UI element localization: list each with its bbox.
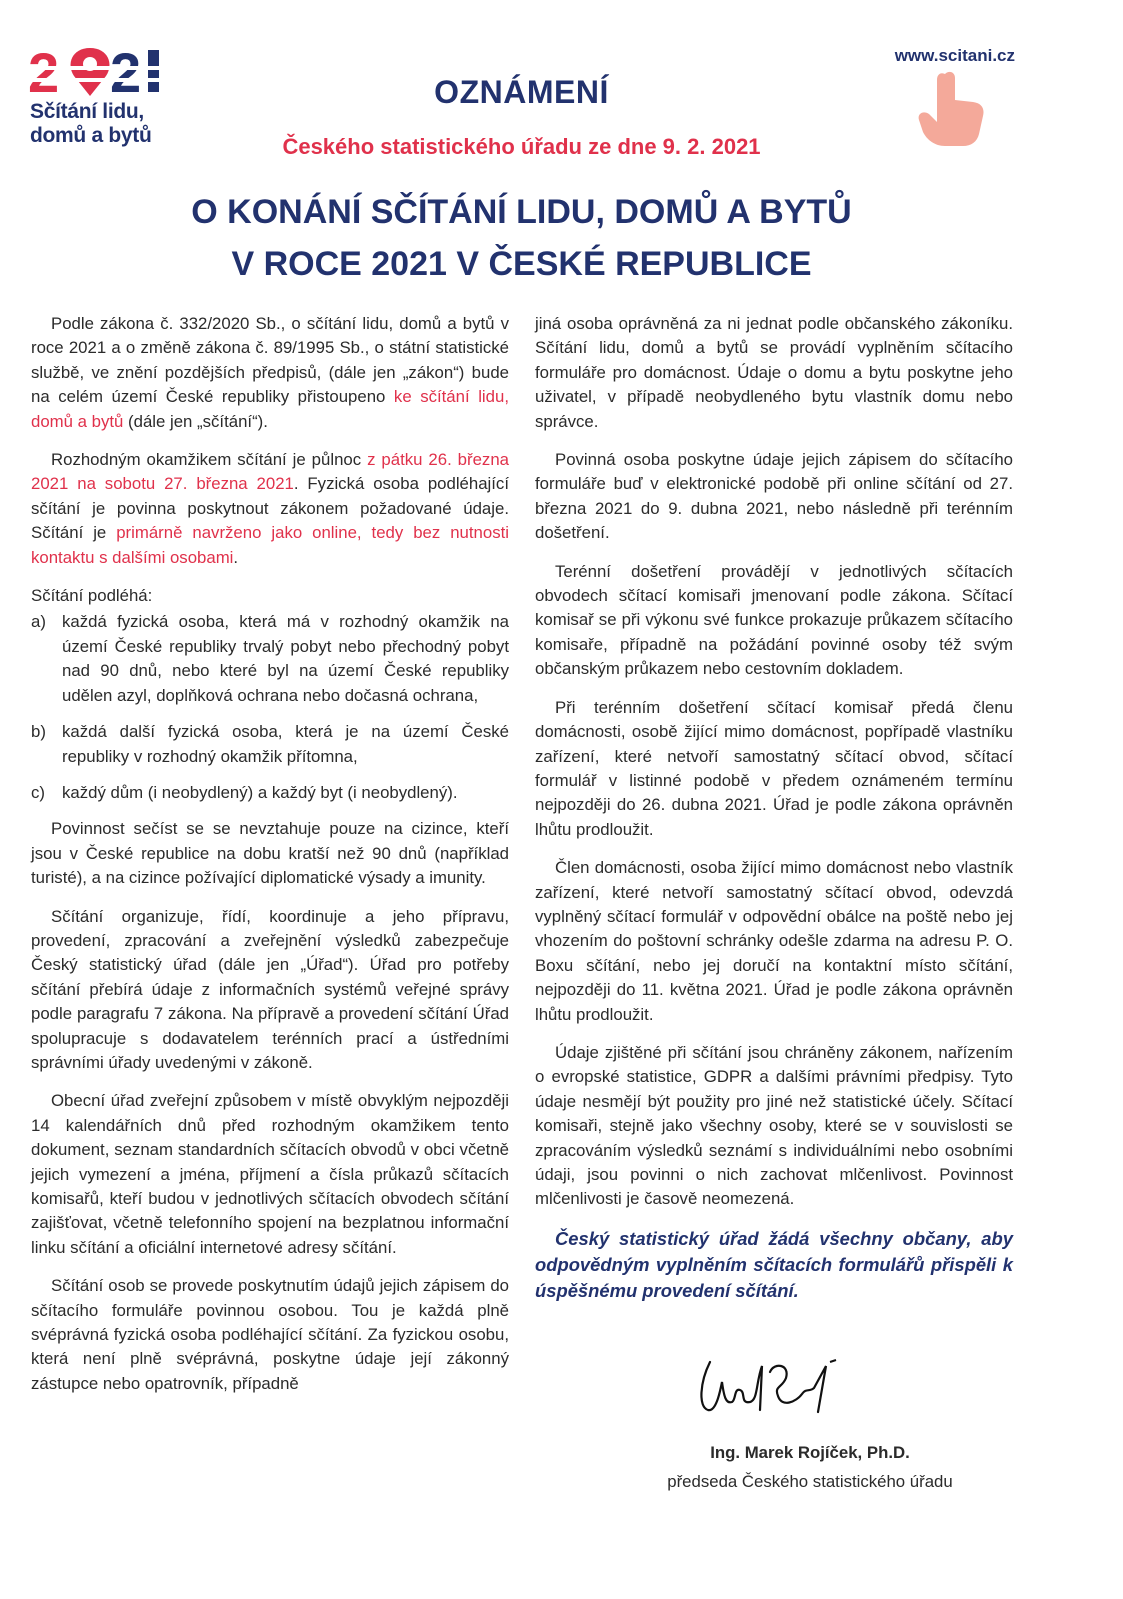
paragraph: Rozhodným okamžikem sčítání je půlnoc z pátku 26. března 2021 na sobotu 27. března 2021. Fyzická osoba podléhající sčítání je povinna poskytnout zákonem požadované údaje. Sčítání je primárně navrženo jako online, tedy bez nutnosti kontaktu s dalšími osobami. (31, 450, 509, 567)
paragraph: Sčítání osob se provede poskytnutím údajů jejich zápisem do sčítacího formuláře povinnou osobou. Tou je každá plně svéprávná fyzická osoba podléhající sčítání. Za fyzickou osobu, která není plně svéprávná, poskytne údaje její zákonný zástupce nebo opatrovník, případně (31, 1276, 509, 1393)
highlight: primárně navrženo jako online, tedy bez nutnosti kontaktu s dalšími osobami (31, 523, 509, 567)
website-link[interactable]: www.scitani.cz (894, 46, 1015, 65)
paragraph: Člen domácnosti, osoba žijící mimo domácnost nebo vlastník zařízení, které netvoří samostatný sčítací obvod, odevzdá vyplněný sčítací formulář v odpovědní obálce na poště nebo jej vhozením do poštovní schránky odešle zdarma na adresu P. O. Boxu sčítání, nebo jej doručí na kontaktní místo sčítání, nejpozději do 11. května 2021. Úřad je podle zákona oprávněn lhůtu prodloužit. (535, 858, 1013, 1024)
signer-role: předseda Českého statistického úřadu (667, 1472, 953, 1491)
paragraph: Při terénním došetření sčítací komisař předá členu domácnosti, osobě žijící mimo domácnost, popřípadě vlastníku zařízení, které netvoří samostatný sčítací obvod, sčítací formulář v listinné podobě v předem oznámeném termínu nejpozději do 26. dubna 2021. Úřad je podle zákona oprávněn lhůtu prodloužit. (535, 697, 1013, 839)
signer-name: Ing. Marek Rojíček, Ph.D. (710, 1443, 910, 1462)
list-item: c) každý dům (i neobydlený) a každý byt (i neobydlený). (31, 782, 458, 802)
handwritten-signature (690, 1352, 850, 1422)
paragraph: Obecní úřad zveřejní způsobem v místě obvyklým nejpozději 14 kalendářních dnů před rozhodným okamžikem tento dokument, seznam standardních sčítacích obvodů v obci včetně jejich vymezení a jména, příjmení a čísla průkazů sčítacích komisařů, kteří budou v jednotlivých sčítacích obvodech sčítání zajišťovat, včetně telefonního spojení na bezplatnou informační linku sčítání a oficiální internetové adresy sčítání. (31, 1091, 509, 1257)
page-headline (0, 186, 1043, 290)
logo-line-2: domů a bytů (30, 124, 152, 147)
page-title: OZNÁMENÍ (434, 74, 609, 110)
paragraph: Povinnost sečíst se se nevztahuje pouze na cizince, kteří jsou v České republice na dobu kratší než 90 dnů (například turisté), a na cizince požívající diplomatické výsady a imunity. (31, 819, 509, 888)
list-item: b) každá další fyzická osoba, která je na území České republiky v rozhodný okamžik přítomna, (31, 722, 509, 766)
page-subtitle: Českého statistického úřadu ze dne 9. 2. 2021 (282, 134, 761, 159)
appeal-text: Český statistický úřad žádá všechny občany, aby odpovědným vyplněním sčítacích formulářů přispěli k úspěšnému provedení sčítání. (535, 1227, 1013, 1301)
paragraph: Sčítání organizuje, řídí, koordinuje a jeho přípravu, provedení, zpracování a zveřejnění výsledků zabezpečuje Český statistický úřad (dále jen „Úřad“). Úřad pro potřeby sčítání přebírá údaje z informačních systémů veřejné správy podle paragrafu 7 zákona. Na přípravě a provedení sčítání Úřad spolupracuje s dodavatelem terénních prací a ústředními správními úřady uvedenými v zákoně. (31, 906, 509, 1072)
paragraph: Povinná osoba poskytne údaje jejich zápisem do sčítacího formuláře buď v elektronické podobě při online sčítání od 27. března 2021 do 9. dubna 2021, nebo následně při terénním došetření. (535, 450, 1013, 543)
logo-line-1: Sčítání lidu, (30, 100, 144, 123)
highlight: z pátku 26. března 2021 na sobotu 27. března 2021 (31, 450, 509, 494)
right-column (535, 312, 1013, 1318)
highlight: ke sčítání lidu, domů a bytů (31, 387, 509, 431)
headline-line-2: V ROCE 2021 V ČESKÉ REPUBLICE (231, 245, 812, 283)
headline-line-1: O KONÁNÍ SČÍTÁNÍ LIDU, DOMŮ A BYTŮ (191, 193, 852, 231)
paragraph: jiná osoba oprávněná za ni jednat podle občanského zákoníku. Sčítání lidu, domů a bytů se provádí vyplněním sčítacího formuláře pro domácnost. Údaje o domu a bytu poskytne jeho uživatel, v případě neobydleného bytu vlastník domu nebo správce. (535, 314, 1013, 431)
paragraph: Údaje zjištěné při sčítání jsou chráněny zákonem, nařízením o evropské statistice, GDPR a dalšími právními předpisy. Tyto údaje nesmějí být použity pro jiné než statistické účely. Sčítací komisaři, stejně jako všechny osoby, které se v souvislosti se zpracováním výsledků seznámí s individuálními nebo osobními údaji, jsou povinni o nich zachovat mlčenlivost. Povinnost mlčenlivosti je časově neomezená. (535, 1042, 1013, 1209)
list-intro: Sčítání podléhá: (31, 586, 153, 606)
left-column (31, 312, 509, 1410)
paragraph: Terénní došetření provádějí v jednotlivých sčítacích obvodech sčítací komisaři jmenovaní podle zákona. Sčítací komisař se při výkonu své funkce prokazuje průkazem sčítacího komisaře, případně na požádání povinné osoby též svým občanským průkazem nebo cestovním dokladem. (535, 561, 1013, 679)
list-item: a) každá fyzická osoba, která má v rozhodný okamžik na území České republiky trvalý pobyt nebo přechodný pobyt nad 90 dnů, nebo které byl na území České republiky udělen azyl, doplňková ochrana nebo dočasná ochrana, (31, 612, 509, 705)
paragraph: Podle zákona č. 332/2020 Sb., o sčítání lidu, domů a bytů v roce 2021 a o změně zákona č. 89/1995 Sb., o státní statistické službě, ve znění pozdějších předpisů, (dále jen „zákon“) bude na celém území České republiky přistoupeno ke sčítání lidu, domů a bytů (dále jen „sčítání“). (31, 314, 509, 431)
